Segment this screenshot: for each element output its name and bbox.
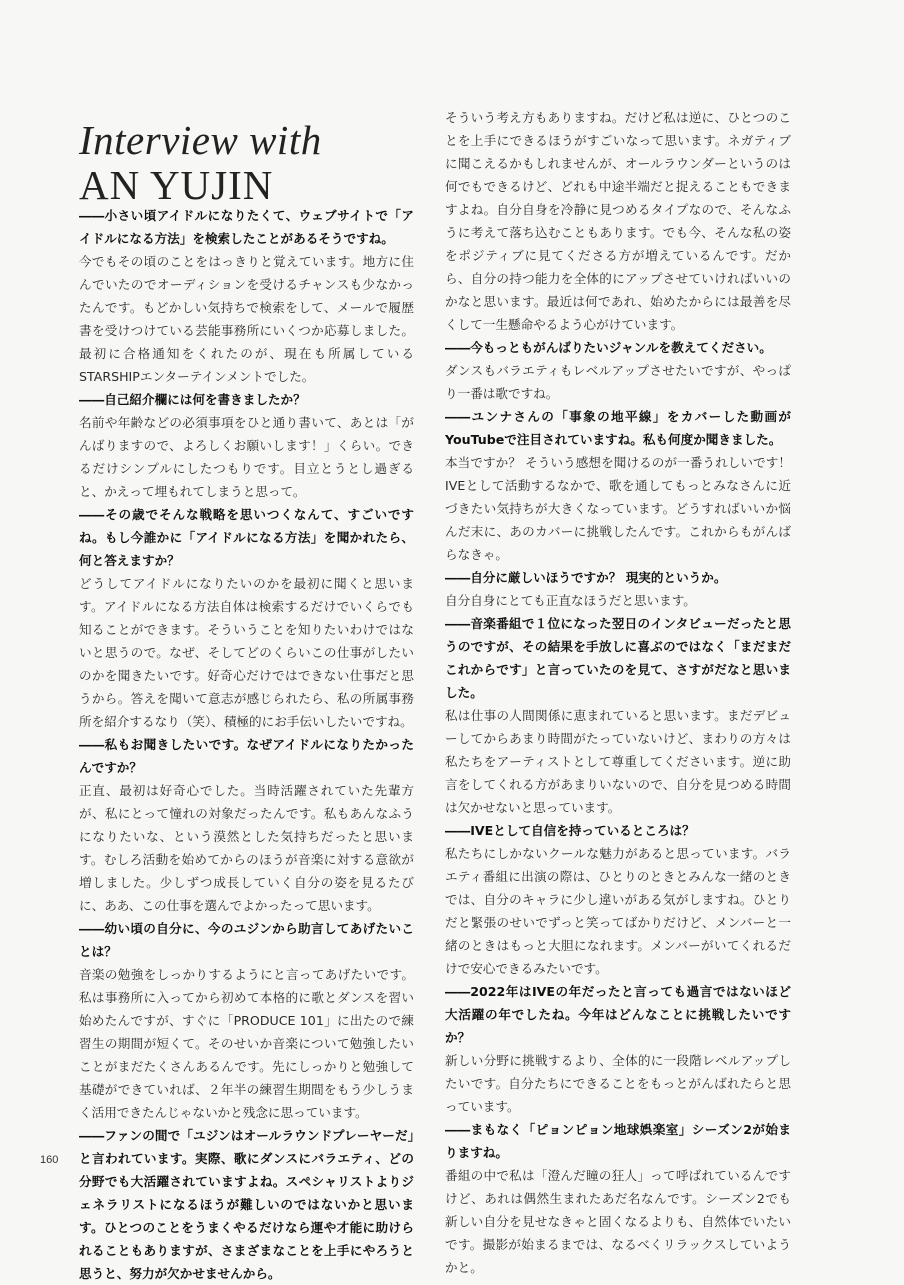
interview-answer: 名前や年齢などの必須事項をひと通り書いて、あとは「がんばりますので、よろしくお願いします！」くらい。できるだけシンプルにしたつもりです。目立とうとし過ぎると、かえって埋もれてしまうと思って。 bbox=[79, 415, 414, 499]
interview-answer: 私は仕事の人間関係に恵まれていると思います。まだデビューしてからあまり時間がたっていないけど、まわりの方々は私たちをアーティストとして尊重してくださいます。逆に助言をしてくれる方があまりいないので、自分を見つめる時間は欠かせないと思っています。 bbox=[445, 708, 791, 815]
interview-question: ――2022年はIVEの年だったと言っても過言ではないほど大活躍の年でしたね。今年はどんなことに挑戦したいですか？ bbox=[445, 984, 791, 1045]
interview-answer: そういう考え方もありますね。だけど私は逆に、ひとつのことを上手にできるほうがすごいなって思います。ネガティブに聞こえるかもしれませんが、オールラウンダーというのは何でもできるけど、どれも中途半端だと捉えることもできますよね。自分自身を冷静に見つめるタイプなので、そんなふうに考えて落ち込むこともあります。でも今、そんな私の姿をポジティブに見てくださる方が増えているんです。だから、自分の持つ能力を全体的にアップさせていければいいのかなと思います。最近は何であれ、始めたからには最善を尽くして一生懸命やるよう心がけています。 bbox=[445, 110, 791, 332]
interview-answer: 本当ですか？ そういう感想を聞けるのが一番うれしいです！IVEとして活動するなかで、歌を通してもっとみなさんに近づきたい気持ちが大きくなっています。どうすればいいか悩んだ末に、あのカバーに挑戦したんです。これからもがんばらなきゃ。 bbox=[445, 455, 791, 562]
interview-question: ――ユンナさんの「事象の地平線」をカバーした動画がYouTubeで注目されていますね。私も何度か聞きました。 bbox=[445, 409, 791, 447]
interview-question: ――幼い頃の自分に、今のユジンから助言してあげたいことは？ bbox=[79, 921, 414, 959]
interview-question: ――音楽番組で１位になった翌日のインタビューだったと思うのですが、その結果を手放しに喜ぶのではなく「まだまだこれからです」と言っていたのを見て、さすがだなと思いました。 bbox=[445, 616, 791, 700]
interview-question: ――私もお聞きしたいです。なぜアイドルになりたかったんですか？ bbox=[79, 737, 414, 775]
interview-question: ――自己紹介欄には何を書きましたか？ bbox=[79, 392, 306, 407]
interview-title bbox=[79, 117, 419, 208]
interview-question: ――小さい頃アイドルになりたくて、ウェブサイトで「アイドルになる方法」を検索したことがあるそうですね。 bbox=[79, 208, 414, 246]
interview-answer: 今でもその頃のことをはっきりと覚えています。地方に住んでいたのでオーディションを受けるチャンスも少なかったんです。もどかしい気持ちで検索をして、メールで履歴書を受けつけている芸能事務所にいくつか応募しました。最初に合格通知をくれたのが、現在も所属しているSTARSHIPエンターテインメントでした。 bbox=[79, 254, 414, 384]
interview-answer: どうしてアイドルになりたいのかを最初に聞くと思います。アイドルになる方法自体は検索するだけでいくらでも知ることができます。そういうことを知りたいわけではないと思うので。なぜ、そしてどのくらいこの仕事がしたいのかを聞きたいです。好奇心だけではできない仕事だと思うから。答えを聞いて意志が感じられたら、私の所属事務所を紹介するなり（笑）、積極的にお手伝いしたいですね。 bbox=[79, 576, 414, 729]
left-text-column bbox=[79, 204, 414, 1285]
interview-question: ――まもなく「ピョンピョン地球娯楽室」シーズン2が始まりますね。 bbox=[445, 1122, 791, 1160]
interview-question: ――今もっともがんばりたいジャンルを教えてください。 bbox=[445, 340, 772, 355]
interview-answer: 音楽の勉強をしっかりするようにと言ってあげたいです。私は事務所に入ってから初めて本格的に歌とダンスを習い始めたんですが、すぐに「PRODUCE 101」に出たので練習生の期間が短くて。そのせいか音楽について勉強したいことがまだたくさんあるんです。先にしっかりと勉強して基礎ができていれば、２年半の練習生期間をもう少しうまく活用できたんじゃないかと残念に思っています。 bbox=[79, 967, 414, 1120]
interview-answer: 新しい分野に挑戦するより、全体的に一段階レベルアップしたいです。自分たちにできることをもっとがんばれたらと思っています。 bbox=[445, 1053, 791, 1114]
interview-question: ――その歳でそんな戦略を思いつくなんて、すごいですね。もし今誰かに「アイドルになる方法」を聞かれたら、何と答えますか？ bbox=[79, 507, 414, 568]
interview-answer: 私たちにしかないクールな魅力があると思っています。バラエティ番組に出演の際は、ひとりのときとみんな一緒のときでは、自分のキャラに少し違いがある気がしますね。ひとりだと緊張のせいでずっと笑ってばかりだけど、メンバーと一緒のときはもっと大胆になれます。メンバーがいてくれるだけで安心できるみたいです。 bbox=[445, 846, 791, 976]
page-number: 160 bbox=[40, 1154, 59, 1166]
interview-answer: 番組の中で私は「澄んだ瞳の狂人」って呼ばれているんですけど、あれは偶然生まれたあだ名なんです。シーズン2でも新しい自分を見せなきゃと固くなるよりも、自然体でいたいです。撮影が始まるまでは、なるべくリラックスしていようかと。 bbox=[445, 1168, 791, 1275]
title-line-name: AN YUJIN bbox=[79, 162, 274, 208]
right-text-column bbox=[445, 106, 791, 1279]
title-line-interview-with: Interview with bbox=[79, 117, 322, 163]
interview-question: ――ファンの間で「ユジンはオールラウンドプレーヤーだ」と言われています。実際、歌にダンスにバラエティ、どの分野でも大活躍されていますよね。スペシャリストよりジェネラリストになるほうが難しいのではないかと思います。ひとつのことをうまくやるだけなら運や才能に助けられることもありますが、さまざまなことを上手にやろうと思うと、努力が欠かせませんから。 bbox=[79, 1128, 414, 1281]
interview-answer: 自分自身にとても正直なほうだと思います。 bbox=[445, 593, 696, 608]
interview-question: ――IVEとして自信を持っているところは？ bbox=[445, 823, 695, 838]
interview-answer: ダンスもバラエティもレベルアップさせたいですが、やっぱり一番は歌ですね。 bbox=[445, 363, 791, 401]
interview-answer: 正直、最初は好奇心でした。当時活躍されていた先輩方が、私にとって憧れの対象だったんです。私もあんなふうになりたいな、という漠然とした気持ちだったと思います。むしろ活動を始めてからのほうが音楽に対する意欲が増しました。少しずつ成長していく自分の姿を見るたびに、ああ、この仕事を選んでよかったって思います。 bbox=[79, 783, 414, 913]
interview-question: ――自分に厳しいほうですか？ 現実的というか。 bbox=[445, 570, 727, 585]
